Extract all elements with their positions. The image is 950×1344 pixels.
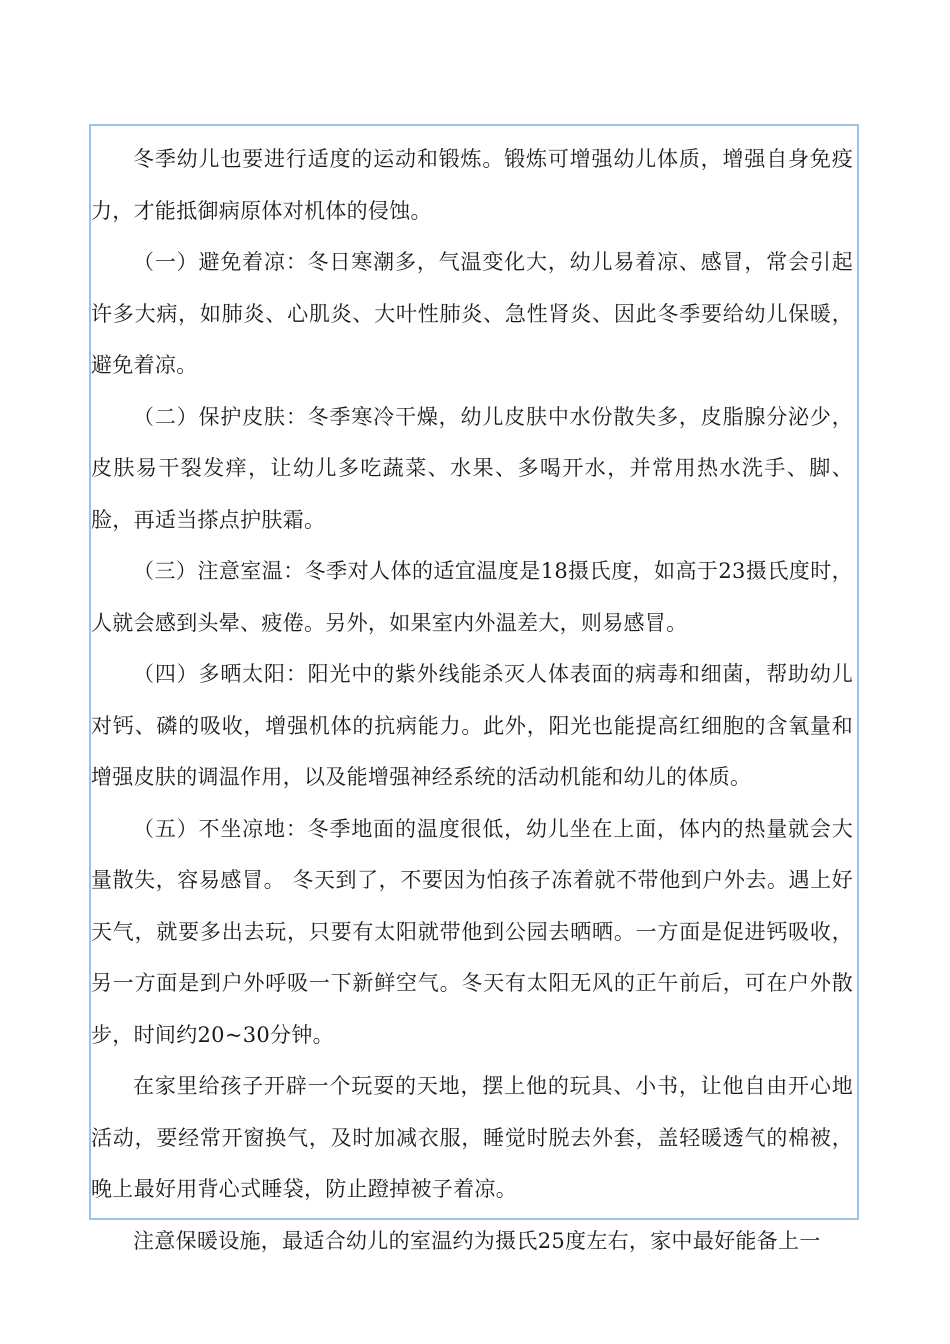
- paragraph-home-play: 在家里给孩子开辟一个玩耍的天地，摆上他的玩具、小书，让他自由开心地活动，要经常开窗换气，及时加减衣服，睡觉时脱去外套，盖轻暖透气的棉被，晚上最好用背心式睡袋，防止蹬掉被子着凉。: [91, 1074, 853, 1201]
- paragraph-avoid-cold: （一）避免着凉：冬日寒潮多，气温变化大，幼儿易着凉、感冒，常会引起许多大病，如肺炎、心肌炎、大叶性肺炎、急性肾炎、因此冬季要给幼儿保暖，避免着凉。: [91, 250, 853, 377]
- content-frame: [89, 124, 859, 1253]
- paragraph-warmth: 注意保暖设施，最适合幼儿的室温约为摄氏25度左右，家中最好能备上一: [133, 1228, 821, 1253]
- document-body: [91, 134, 857, 1267]
- paragraph-protect-skin: （二）保护皮肤：冬季寒冷干燥，幼儿皮肤中水份散失多，皮脂腺分泌少，皮肤易干裂发痒，让幼儿多吃蔬菜、水果、多喝开水，并常用热水洗手、脚、脸，再适当搽点护肤霜。: [91, 404, 853, 532]
- paragraph-cold-ground: （五）不坐凉地：冬季地面的温度很低，幼儿坐在上面，体内的热量就会大量散失，容易感冒。 冬天到了，不要因为怕孩子冻着就不带他到户外去。遇上好天气，就要多出去玩，只要有太阳就带他到公园去晒晒。一方面是促进钙吸收，另一方面是到户外呼吸一下新鲜空气。冬天有太阳无风的正午前后，可在户外散步，时间约20~30分钟。: [91, 816, 853, 1047]
- paragraph-room-temperature: （三）注意室温：冬季对人体的适宜温度是18摄氏度，如高于23摄氏度时，人就会感到头晕、疲倦。另外，如果室内外温差大，则易感冒。: [91, 559, 853, 635]
- paragraph-exercise: 冬季幼儿也要进行适度的运动和锻炼。锻炼可增强幼儿体质，增强自身免疫力，才能抵御病原体对机体的侵蚀。: [91, 147, 853, 223]
- paragraph-sunlight: （四）多晒太阳：阳光中的紫外线能杀灭人体表面的病毒和细菌，帮助幼儿对钙、磷的吸收，增强机体的抗病能力。此外，阳光也能提高红细胞的含氧量和增强皮肤的调温作用，以及能增强神经系统的活动机能和幼儿的体质。: [91, 662, 853, 789]
